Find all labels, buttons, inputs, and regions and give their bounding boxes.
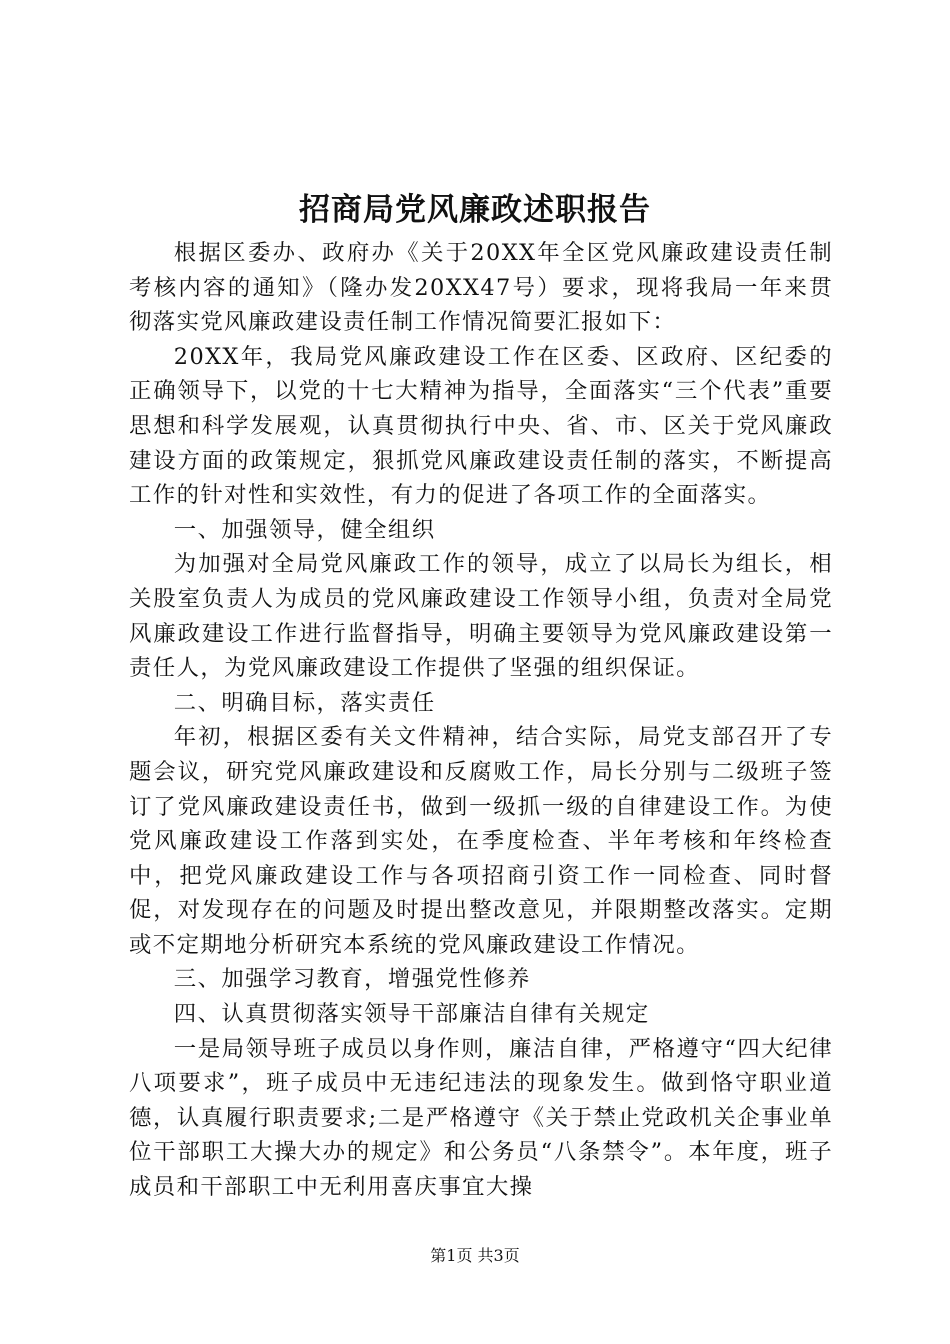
paragraph-intro: 根据区委办、政府办《关于20XX年全区党风廉政建设责任制考核内容的通知》（隆办发20XX47号）要求，现将我局一年来贯彻落实党风廉政建设责任制工作情况简要汇报如下： [129, 240, 833, 336]
page-number-footer: 第1页 共3页 [430, 1246, 520, 1265]
paragraph-section-1: 为加强对全局党风廉政工作的领导，成立了以局长为组长，相关股室负责人为成员的党风廉政建设工作领导小组，负责对全局党风廉政建设工作进行监督指导，明确主要领导为党风廉政建设第一责任人，为党风廉政建设工作提供了坚强的组织保证。 [129, 551, 833, 682]
section-heading-4: 四、认真贯彻落实领导干部廉洁自律有关规定 [173, 1001, 650, 1028]
paragraph-overview: 20XX年，我局党风廉政建设工作在区委、区政府、区纪委的正确领导下，以党的十七大精神为指导，全面落实“三个代表”重要思想和科学发展观，认真贯彻执行中央、省、市、区关于党风廉政建设方面的政策规定，狠抓党风廉政建设责任制的落实，不断提高工作的针对性和实效性，有力的促进了各项工作的全面落实。 [129, 343, 833, 509]
document-body [129, 236, 833, 1205]
paragraph-section-4: 一是局领导班子成员以身作则，廉洁自律，严格遵守“四大纪律八项要求”，班子成员中无违纪违法的现象发生。做到恪守职业道德，认真履行职责要求;二是严格遵守《关于禁止党政机关企事业单位干部职工大操大办的规定》和公务员“八条禁令”。本年度，班子成员和干部职工中无利用喜庆事宜大操 [129, 1035, 833, 1201]
section-heading-3: 三、加强学习教育，增强党性修养 [173, 966, 531, 993]
document-title: 招商局党风廉政述职报告 [299, 192, 651, 228]
section-heading-1: 一、加强领导，健全组织 [173, 516, 436, 543]
section-heading-2: 二、明确目标，落实责任 [173, 689, 436, 716]
paragraph-section-2: 年初，根据区委有关文件精神，结合实际，局党支部召开了专题会议，研究党风廉政建设和反腐败工作，局长分别与二级班子签订了党风廉政建设责任书，做到一级抓一级的自律建设工作。为使党风廉政建设工作落到实处，在季度检查、半年考核和年终检查中，把党风廉政建设工作与各项招商引资工作一同检查、同时督促，对发现存在的问题及时提出整改意见，并限期整改落实。定期或不定期地分析研究本系统的党风廉政建设工作情况。 [129, 724, 833, 958]
